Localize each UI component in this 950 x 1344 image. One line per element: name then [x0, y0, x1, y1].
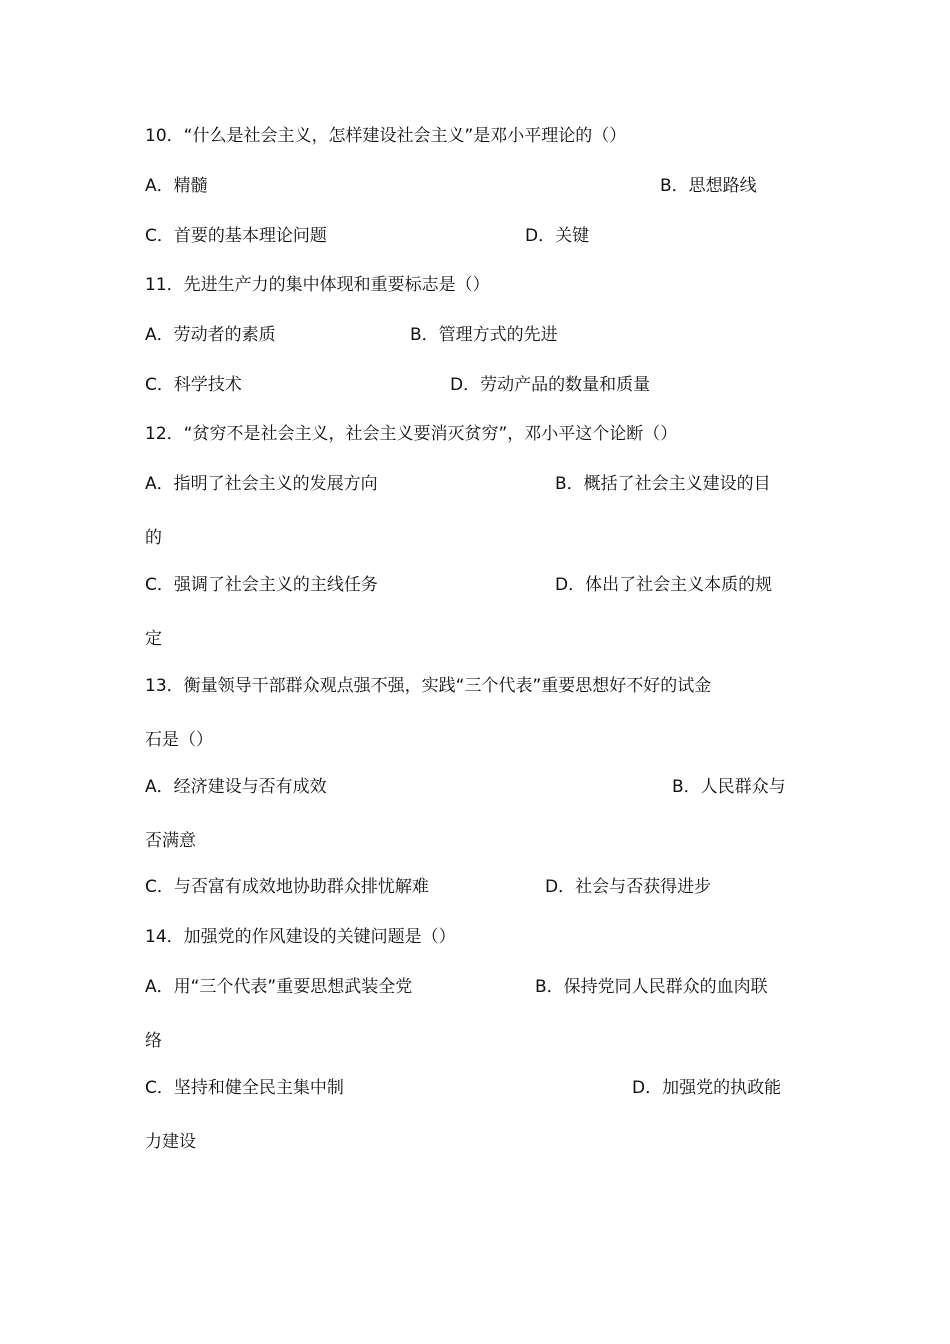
- question-12-option-d-continued: 定: [145, 629, 162, 649]
- question-10-option-d: D．关键: [525, 226, 590, 246]
- question-12-option-a: A．指明了社会主义的发展方向: [145, 474, 378, 494]
- question-13-option-b-continued: 否满意: [145, 831, 196, 851]
- question-11-option-c: C．科学技术: [145, 375, 242, 395]
- question-12-option-c: C．强调了社会主义的主线任务: [145, 575, 378, 595]
- question-14-option-d-continued: 力建设: [145, 1132, 196, 1152]
- question-11-option-d: D．劳动产品的数量和质量: [450, 375, 651, 395]
- question-10-option-c: C．首要的基本理论问题: [145, 226, 327, 246]
- question-14-option-b: B．保持党同人民群众的血肉联: [535, 977, 768, 997]
- question-14-option-d: D．加强党的执政能: [632, 1078, 782, 1098]
- question-13-stem-continued: 石是（）: [145, 730, 213, 750]
- question-11-option-b: B．管理方式的先进: [410, 325, 558, 345]
- question-12-option-b: B．概括了社会主义建设的目: [555, 474, 771, 494]
- question-13-option-d: D．社会与否获得进步: [545, 877, 712, 897]
- question-10-stem: 10．“什么是社会主义，怎样建设社会主义”是邓小平理论的（）: [145, 126, 627, 146]
- question-13-option-b: B．人民群众与: [672, 777, 786, 797]
- question-10-option-b: B．思想路线: [660, 176, 757, 196]
- question-12-stem: 12．“贫穷不是社会主义，社会主义要消灭贫穷”，邓小平这个论断（）: [145, 424, 678, 444]
- question-12-option-b-continued: 的: [145, 528, 162, 548]
- question-14-option-a: A．用“三个代表”重要思想武装全党: [145, 977, 413, 997]
- question-10-option-a: A．精髓: [145, 176, 208, 196]
- question-13-stem: 13．衡量领导干部群众观点强不强，实践“三个代表”重要思想好不好的试金: [145, 676, 712, 696]
- question-14-option-b-continued: 络: [145, 1031, 162, 1051]
- question-13-option-c: C．与否富有成效地协助群众排忧解难: [145, 877, 429, 897]
- question-14-stem: 14．加强党的作风建设的关键问题是（）: [145, 927, 456, 947]
- question-11-option-a: A．劳动者的素质: [145, 325, 276, 345]
- question-14-option-c: C．坚持和健全民主集中制: [145, 1078, 344, 1098]
- question-11-stem: 11．先进生产力的集中体现和重要标志是（）: [145, 275, 490, 295]
- question-12-option-d: D．体出了社会主义本质的规: [555, 575, 773, 595]
- question-13-option-a: A．经济建设与否有成效: [145, 777, 327, 797]
